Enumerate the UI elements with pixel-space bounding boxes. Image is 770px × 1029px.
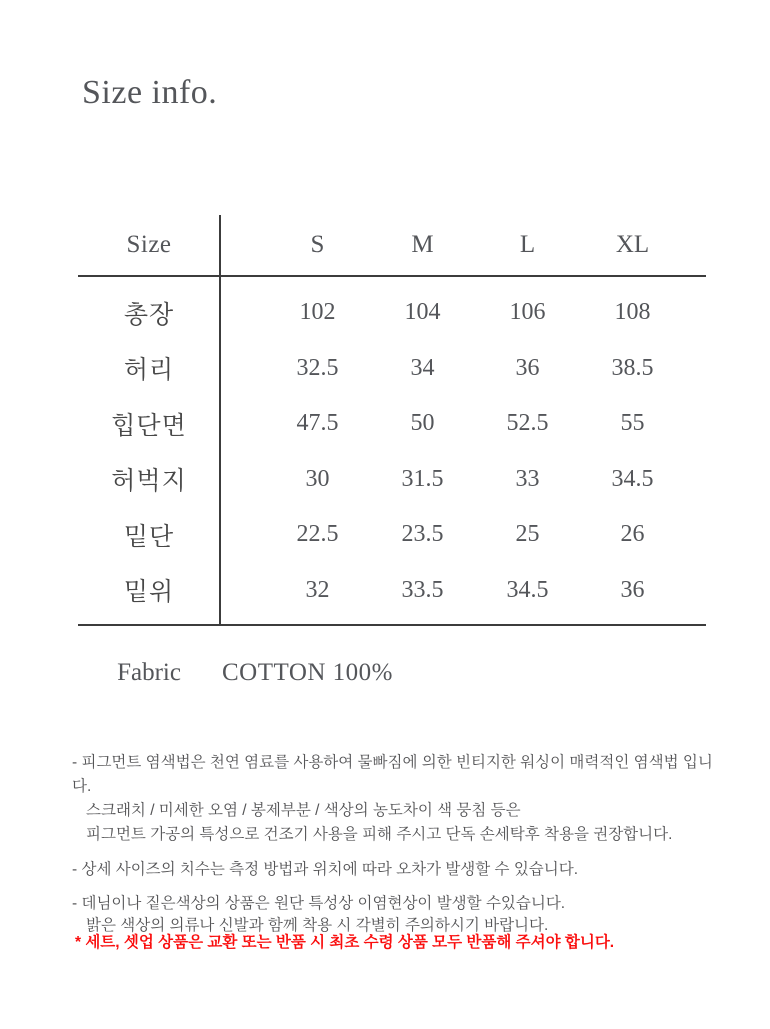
size-value-cell: 23.5 — [401, 521, 444, 548]
size-value-cell: 55 — [620, 410, 645, 437]
care-notes — [72, 751, 732, 937]
size-value-cell: 34.5 — [611, 465, 654, 492]
header-col-l: L — [519, 231, 536, 258]
note-line: 밝은 색상의 의류나 신발과 함께 착용 시 각별히 주의하시기 바랍니다. — [86, 917, 549, 934]
size-value-cell: 26 — [620, 521, 645, 548]
size-value-cell: 36 — [620, 576, 645, 603]
size-value-cell: 32.5 — [296, 354, 339, 381]
size-value-cell: 32 — [305, 576, 330, 603]
fabric-value: COTTON 100% — [222, 659, 394, 686]
note-denim — [72, 893, 732, 937]
row-label: 힙단면 — [111, 411, 187, 440]
page-title: Size info. — [82, 74, 218, 111]
return-warning: * 세트, 셋업 상품은 교환 또는 반품 시 최초 수령 상품 모두 반품해 주셔야 합니다. — [75, 934, 615, 951]
table-body — [78, 277, 706, 626]
row-label: 허리 — [123, 356, 175, 385]
fabric-label: Fabric — [117, 659, 181, 686]
table-row — [78, 396, 706, 452]
size-value-cell: 50 — [410, 410, 435, 437]
note-line: 피그먼트 가공의 특성으로 건조기 사용을 피해 주시고 단독 손세탁후 착용을 권장합니다. — [86, 826, 673, 843]
header-corner-label: Size — [126, 231, 172, 258]
note-line: 스크래치 / 미세한 오염 / 봉제부분 / 색상의 농도차이 색 뭉침 등은 — [86, 802, 521, 819]
table-row — [78, 341, 706, 397]
table-row — [78, 563, 706, 619]
size-table — [78, 215, 706, 626]
table-column-divider — [219, 215, 221, 626]
fabric-row — [78, 659, 393, 687]
row-label: 허벅지 — [111, 467, 187, 496]
note-pigment — [72, 751, 732, 847]
note-size-tolerance — [72, 859, 732, 881]
table-header-row — [78, 215, 706, 277]
note-line: - 피그먼트 염색법은 천연 염료를 사용하여 물빠짐에 의한 빈티지한 워싱이 매력적인 염색법 입니다. — [72, 754, 713, 795]
size-value-cell: 25 — [515, 521, 540, 548]
size-value-cell: 33 — [515, 465, 540, 492]
table-row — [78, 507, 706, 563]
row-label: 밑단 — [123, 522, 175, 551]
header-col-s: S — [310, 231, 325, 258]
row-label: 총장 — [123, 300, 175, 329]
size-value-cell: 36 — [515, 354, 540, 381]
row-label: 밑위 — [123, 578, 175, 607]
size-value-cell: 34 — [410, 354, 435, 381]
header-col-m: M — [411, 231, 434, 258]
size-value-cell: 30 — [305, 465, 330, 492]
header-col-xl: XL — [615, 231, 650, 258]
size-value-cell: 108 — [614, 299, 651, 326]
table-row — [78, 452, 706, 508]
table-row — [78, 285, 706, 341]
size-value-cell: 102 — [299, 299, 336, 326]
note-line: - 상세 사이즈의 치수는 측정 방법과 위치에 따라 오차가 발생할 수 있습니다. — [72, 861, 579, 878]
size-value-cell: 104 — [404, 299, 441, 326]
size-value-cell: 22.5 — [296, 521, 339, 548]
note-line: - 데님이나 짙은색상의 상품은 원단 특성상 이염현상이 발생할 수있습니다. — [72, 895, 566, 912]
size-value-cell: 38.5 — [611, 354, 654, 381]
size-value-cell: 106 — [509, 299, 546, 326]
size-value-cell: 47.5 — [296, 410, 339, 437]
size-value-cell: 31.5 — [401, 465, 444, 492]
size-value-cell: 52.5 — [506, 410, 549, 437]
size-value-cell: 34.5 — [506, 576, 549, 603]
size-value-cell: 33.5 — [401, 576, 444, 603]
